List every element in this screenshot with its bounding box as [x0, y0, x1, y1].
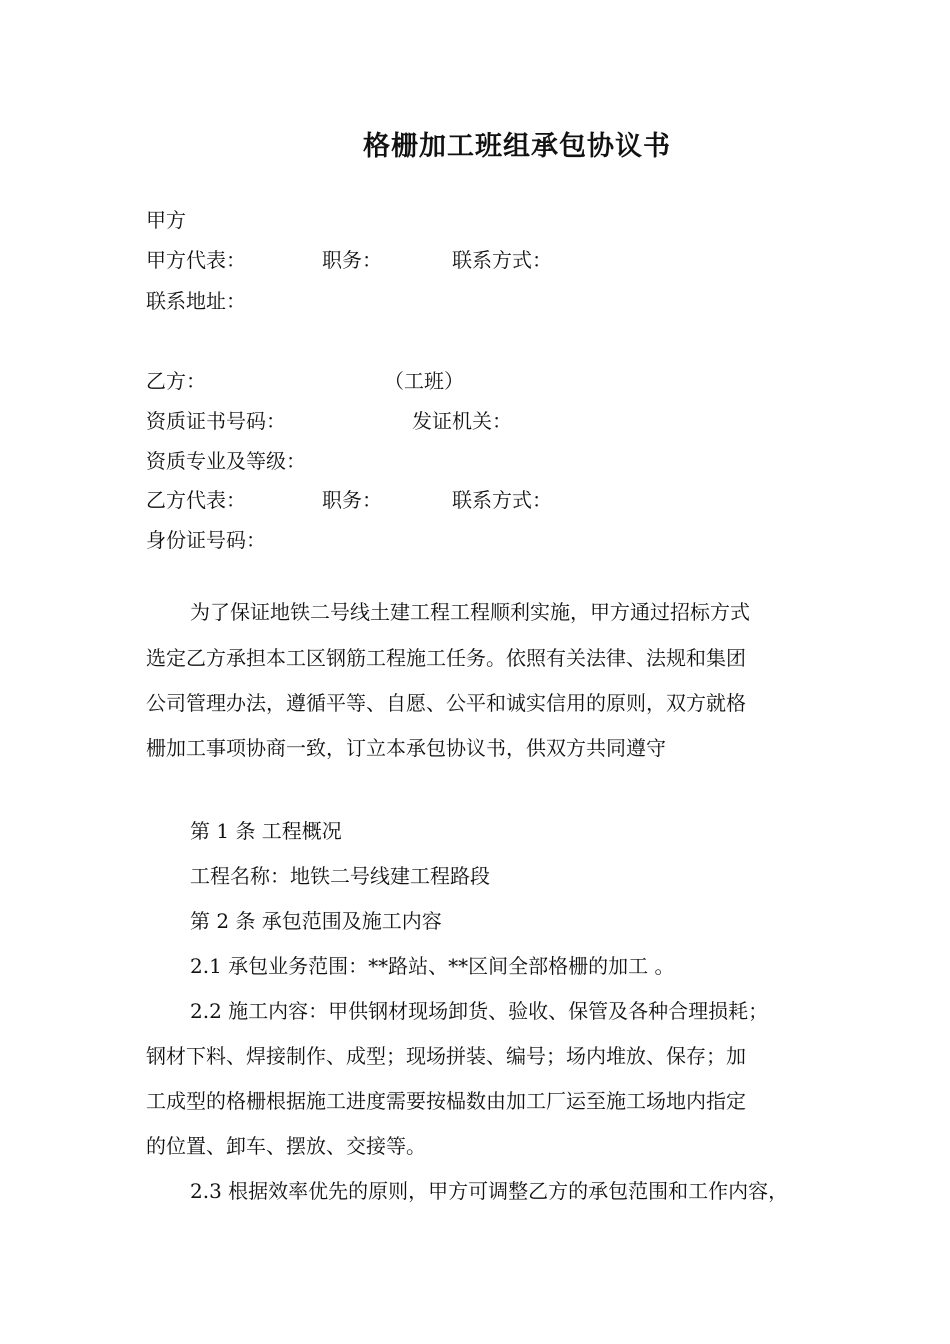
party-b-label: 乙方：	[146, 369, 206, 393]
intro-line: 为了保证地铁二号线土建工程工程顺利实施，甲方通过招标方式	[190, 600, 750, 624]
intro-line: 公司管理办法，遵循平等、自愿、公平和诚实信用的原则，双方就格	[146, 691, 746, 715]
article-1-project-name: 工程名称：地铁二号线建工程路段	[190, 864, 490, 888]
party-b-issuer: 发证机关：	[412, 409, 512, 433]
party-b-position: 职务：	[322, 488, 382, 512]
intro-line: 栅加工事项协商一致，订立本承包协议书，供双方共同遵守	[146, 736, 666, 760]
party-b-cert-no: 资质证书号码：	[146, 409, 286, 433]
party-a-position: 职务：	[322, 248, 382, 272]
party-a-rep: 甲方代表：	[146, 248, 246, 272]
article-2-heading: 第 2 条 承包范围及施工内容	[190, 909, 442, 933]
party-a-contact: 联系方式：	[452, 248, 552, 272]
party-b-id-no: 身份证号码：	[146, 528, 266, 552]
article-2-2-line: 2.2 施工内容：甲供钢材现场卸货、验收、保管及各种合理损耗；	[190, 999, 769, 1023]
party-a-address: 联系地址：	[146, 289, 246, 313]
party-b-contact: 联系方式：	[452, 488, 552, 512]
party-a-label: 甲方	[146, 208, 186, 232]
article-2-2-line: 工成型的格栅根据施工进度需要按榀数由加工厂运至施工场地内指定	[146, 1089, 746, 1113]
article-2-2-line: 的位置、卸车、摆放、交接等。	[146, 1134, 426, 1158]
party-b-rep: 乙方代表：	[146, 488, 246, 512]
article-1-heading: 第 1 条 工程概况	[190, 819, 342, 843]
party-b-specialty: 资质专业及等级：	[146, 449, 306, 473]
document-title: 格栅加工班组承包协议书	[363, 131, 671, 162]
article-2-2-line: 钢材下料、焊接制作、成型；现场拼装、编号；场内堆放、保存；加	[146, 1044, 746, 1068]
article-2-3: 2.3 根据效率优先的原则，甲方可调整乙方的承包范围和工作内容，	[190, 1179, 789, 1203]
intro-line: 选定乙方承担本工区钢筋工程施工任务。依照有关法律、法规和集团	[146, 646, 746, 670]
article-2-1: 2.1 承包业务范围：**路站、**区间全部格栅的加工 。	[190, 954, 675, 978]
party-b-team: （工班）	[384, 369, 464, 393]
